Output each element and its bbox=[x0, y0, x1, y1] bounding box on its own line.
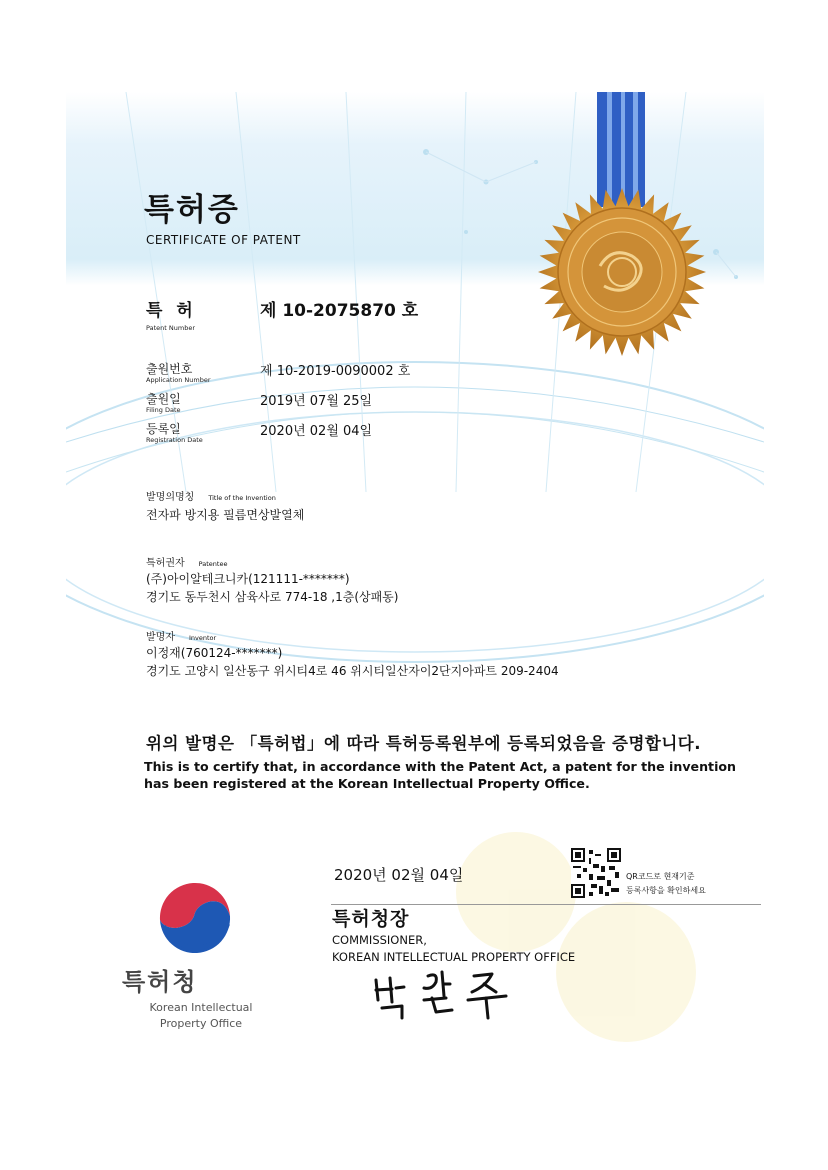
filing-date-label: 출원일 bbox=[146, 392, 181, 406]
commissioner-signature bbox=[366, 962, 526, 1022]
certification-statement-ko: 위의 발명은 「특허법」에 따라 특허등록원부에 등록되었음을 증명합니다. bbox=[146, 734, 701, 753]
patentee-label-en: Patentee bbox=[198, 560, 228, 568]
inventor-address: 경기도 고양시 일산동구 위시티4로 46 위시티일산자이2단지아파트 209-2404 bbox=[146, 664, 559, 678]
qr-line1: QR코드로 현재기준 bbox=[626, 872, 695, 881]
invention-label-ko: 발명의명칭 bbox=[146, 492, 195, 503]
patentee-address: 경기도 동두천시 삼육사로 774-18 ,1층(상패동) bbox=[146, 590, 399, 604]
certificate bbox=[66, 92, 764, 1072]
commissioner-title-en bbox=[332, 932, 575, 966]
inventor-label-ko: 발명자 bbox=[146, 632, 175, 643]
registration-date-value: 2020년 02월 04일 bbox=[260, 424, 373, 439]
registration-date-label-en: Registration Date bbox=[146, 436, 203, 444]
inventor-label-en: Inventor bbox=[188, 634, 217, 642]
statement-en-line1: This is to certify that, in accordance with the Patent Act, a patent for the invention bbox=[144, 759, 737, 774]
filing-date-label-en: Filing Date bbox=[146, 406, 181, 414]
inventor-name: 이정재(760124-*******) bbox=[146, 646, 283, 660]
qr-instructions bbox=[626, 870, 706, 898]
registration-date-label: 등록일 bbox=[146, 422, 181, 436]
qr-line2: 등록사항을 확인하세요 bbox=[626, 886, 706, 895]
commissioner-title: 특허청장 bbox=[332, 908, 410, 930]
application-number-value: 제 10-2019-0090002 호 bbox=[260, 364, 411, 379]
application-number-label-en: Application Number bbox=[146, 376, 211, 384]
patentee-label-ko: 특허권자 bbox=[146, 558, 185, 569]
statement-en-line2: has been registered at the Korean Intellectual Property Office. bbox=[144, 776, 590, 791]
kipo-name: 특허청 bbox=[122, 968, 198, 996]
commissioner-en-line2: KOREAN INTELLECTUAL PROPERTY OFFICE bbox=[332, 950, 576, 964]
commissioner-en-line1: COMMISSIONER, bbox=[332, 933, 427, 947]
qr-code-icon[interactable] bbox=[571, 848, 621, 898]
kipo-name-en bbox=[136, 1000, 266, 1032]
inventor-label bbox=[146, 628, 216, 643]
application-number-label: 출원번호 bbox=[146, 362, 193, 376]
patentee-label bbox=[146, 554, 227, 569]
certificate-title-en: CERTIFICATE OF PATENT bbox=[146, 233, 301, 247]
invention-label-en: Title of the Invention bbox=[208, 494, 276, 502]
certification-statement-en bbox=[144, 758, 736, 792]
issue-date: 2020년 02월 04일 bbox=[334, 866, 464, 884]
patent-number: 제 10-2075870 호 bbox=[260, 301, 419, 321]
patentee-name: (주)아이알테크니카(121111-*******) bbox=[146, 572, 350, 586]
patent-label: 특 허 bbox=[146, 301, 197, 321]
patent-label-en: Patent Number bbox=[146, 324, 196, 332]
certificate-title: 특허증 bbox=[144, 192, 240, 228]
invention-title-label bbox=[146, 488, 276, 503]
invention-title-value: 전자파 방지용 필름면상발열체 bbox=[146, 508, 305, 522]
kipo-en-line2: Property Office bbox=[159, 1017, 243, 1030]
filing-date-value: 2019년 07월 25일 bbox=[260, 394, 373, 409]
kipo-en-line1: Korean Intellectual bbox=[149, 1001, 253, 1014]
gold-seal-icon bbox=[538, 188, 706, 356]
kipo-logo-icon bbox=[150, 876, 240, 956]
seal-ribbon bbox=[597, 92, 645, 207]
